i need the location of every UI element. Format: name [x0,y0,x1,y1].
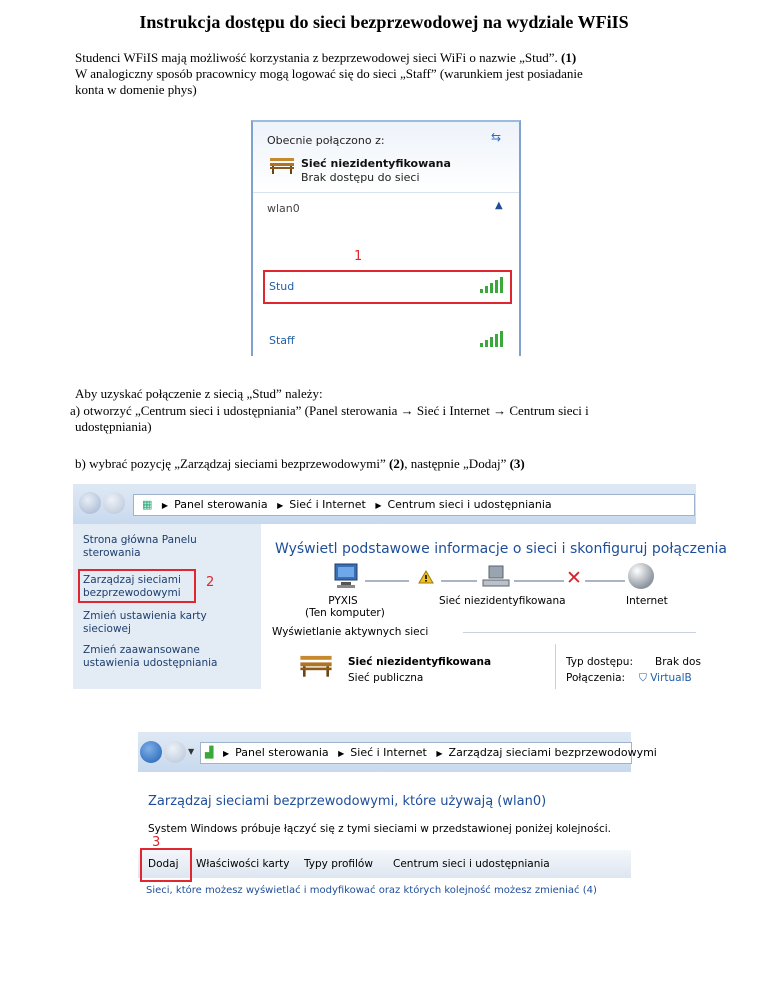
sidebar-item-home[interactable]: Strona główna Panelu sterowania [83,534,197,559]
step-a-line-1: a) otworzyć „Centrum sieci i udostępniania” (Panel sterowania → Sieć i Internet → Centrum sieci i [70,403,589,418]
connected-label: Obecnie połączono z: [267,134,385,147]
signal-strength-icon [480,277,504,293]
forward-button[interactable] [164,741,186,763]
network-status: Brak dostępu do sieci [301,171,420,184]
node-internet: Internet [626,595,668,607]
highlight-box-3 [140,848,192,882]
intro-paragraph [75,50,715,98]
step-a-line-2: udostępniania) [75,419,152,434]
highlight-box-2 [78,569,196,603]
highlight-box-1 [263,270,512,304]
add-button[interactable]: Dodaj [148,858,179,870]
network-center-button[interactable]: Centrum sieci i udostępniania [393,858,550,870]
chevron-right-icon: ▶ [222,749,230,758]
step-a [70,403,720,435]
node-network: Sieć niezidentyfikowana [439,595,566,607]
ref-3: (3) [509,456,525,471]
chevron-right-icon: ▶ [338,749,345,758]
connection-link[interactable]: ⛉ VirtualB [639,672,692,684]
connector-line [514,580,564,582]
sidebar [73,524,261,689]
step-b-text: b) wybrać pozycję „Zarządzaj sieciami bezprzewodowymi” [75,456,386,471]
error-x-icon: ✕ [566,567,582,589]
divider [555,644,556,689]
intro-text: Studenci WFiIS mają możliwość korzystania z bezprzewodowej sieci WiFi o nazwie „Stud”. [75,50,558,65]
forward-button[interactable] [103,492,125,514]
network-list-caption: Sieci, które możesz wyświetlać i modyfikować oraz których kolejność możesz zmieniać (4) [146,885,597,896]
step-b-text-2: , następnie „Dodaj” [404,456,507,471]
marker-3: 3 [152,835,161,850]
refresh-icon[interactable]: ⇆ [491,130,502,144]
crumb[interactable]: Panel sterowania [174,498,268,511]
crumb[interactable]: Centrum sieci i udostępniania [387,498,552,511]
signal-strength-icon: ▟ [205,746,214,759]
intro-line-2: W analogiczny sposób pracownicy mogą logować się do sieci „Staff” (warunkiem jest posiadanie [75,66,583,81]
manage-wireless-screenshot [138,732,657,904]
history-chevron-icon[interactable]: ▼ [188,747,195,756]
address-bar [73,484,696,524]
connector-line [441,580,477,582]
sidebar-item-sharing-settings[interactable]: Zmień zaawansowane ustawienia udostępniania [83,644,218,669]
marker-1: 1 [354,249,363,264]
chevron-right-icon: ▶ [375,501,382,510]
chevron-right-icon: ▶ [161,501,169,510]
access-type-value: Brak dos [655,656,701,668]
back-button[interactable] [79,492,101,514]
active-network-type: Sieć publiczna [348,672,424,684]
breadcrumb[interactable] [133,494,695,516]
adapter-properties-button[interactable]: Właściwości karty [196,858,290,870]
node-pc-name: PYXIS [328,595,358,607]
adapter-label: wlan0 [267,202,300,215]
crumb[interactable]: Panel sterowania [235,746,329,759]
divider [253,192,519,193]
bench-icon [269,155,295,175]
adapter-icon: ⛉ [639,672,651,684]
chevron-right-icon: ▶ [436,749,443,758]
signal-strength-icon [480,331,504,347]
access-type-label: Typ dostępu: [566,656,633,668]
globe-icon [628,563,654,589]
page-description: System Windows próbuje łączyć się z tymi sieciami w przedstawionej poniżej kolejności. [148,823,611,835]
crumb[interactable]: Sieć i Internet [350,746,427,759]
node-pc-sub: (Ten komputer) [305,607,385,619]
connector-line [365,580,409,582]
sidebar-item-adapter-settings[interactable]: Zmień ustawienia karty sieciowej [83,610,207,635]
bench-icon [299,652,333,678]
intro-line-3: konta w domenie phys) [75,82,197,97]
wifi-flyout-screenshot [251,120,521,356]
document-title: Instrukcja dostępu do sieci bezprzewodowej na wydziale WFiIS [139,12,629,32]
address-bar [138,732,657,772]
intro-line-1 [75,50,715,66]
collapse-chevron-icon[interactable]: ▲ [495,200,503,211]
page-heading: Zarządzaj sieciami bezprzewodowymi, które używają (wlan0) [148,794,547,809]
network-icon: ▦ [142,498,153,511]
network-name: Sieć niezidentyfikowana [301,157,451,170]
network-item-staff[interactable]: Staff [269,334,295,347]
connections-label: Połączenia: [566,672,626,684]
computer-icon [331,562,361,590]
ref-1: (1) [561,50,577,65]
connector-line [585,580,625,582]
crumb[interactable]: Sieć i Internet [289,498,366,511]
profile-types-button[interactable]: Typy profilów [304,858,373,870]
back-button[interactable] [140,741,162,763]
divider [463,632,696,633]
page-heading: Wyświetl podstawowe informacje o sieci i skonfiguruj połączenia [275,541,727,557]
network-item-stud[interactable]: Stud [269,280,295,293]
breadcrumb[interactable] [200,742,657,764]
steps-heading: Aby uzyskać połączenie z siecią „Stud” należy: [75,386,323,401]
ref-2: (2) [389,456,405,471]
chevron-right-icon: ▶ [277,501,284,510]
network-hub-icon [481,564,511,590]
warning-icon [418,570,434,584]
step-b [75,456,715,472]
active-networks-label: Wyświetlanie aktywnych sieci [272,626,432,638]
crumb[interactable]: Zarządzaj sieciami bezprzewodowymi [448,746,657,759]
toolbar [138,850,631,878]
network-center-screenshot [73,484,727,689]
active-network-name: Sieć niezidentyfikowana [348,656,492,668]
marker-2: 2 [206,575,215,590]
sidebar-item-manage-wireless[interactable]: Zarządzaj sieciami bezprzewodowymi [83,574,181,599]
